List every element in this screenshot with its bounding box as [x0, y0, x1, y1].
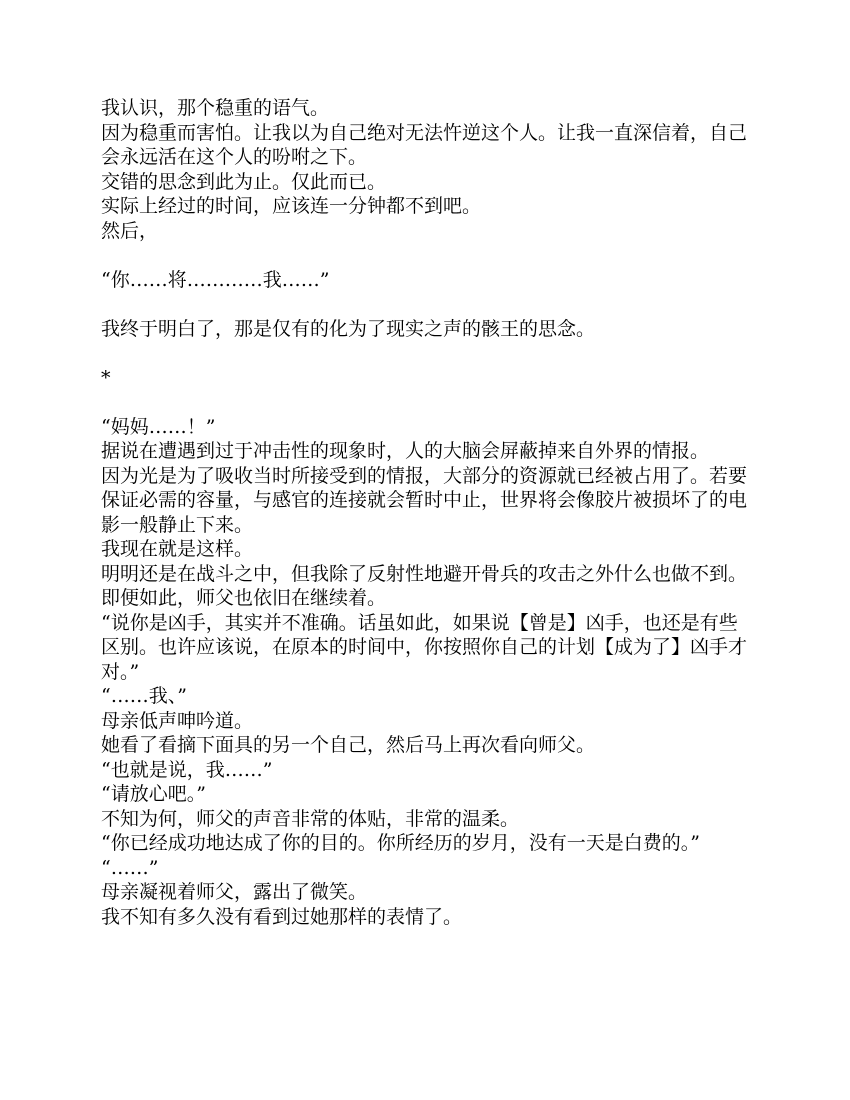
text-paragraph: 不知为何，师父的声音非常的体贴，非常的温柔。 — [101, 807, 520, 830]
blank-line — [101, 390, 751, 415]
section-break: * — [101, 366, 111, 389]
text-paragraph: 因为光是为了吸收当时所接受到的情报，大部分的资源就已经被占用了。若要保证必需的容量，与感官的连接就会暂时中止，世界将会像胶片被损坏了的电影一般静止下来。 — [101, 464, 748, 536]
text-paragraph: 即便如此，师父也依旧在继续着。 — [101, 587, 387, 609]
blank-line — [101, 243, 751, 268]
dialogue-line: “你已经成功地达成了你的目的。你所经历的岁月，没有一天是白费的。” — [101, 832, 700, 854]
text-paragraph: 据说在遭遇到过于冲击性的现象时，人的大脑会屏蔽掉来自外界的情报。 — [101, 440, 710, 462]
text-paragraph: 我现在就是这样。 — [101, 538, 254, 560]
text-paragraph: 实际上经过的时间，应该连一分钟都不到吧。 — [101, 195, 482, 217]
blank-line — [101, 292, 751, 317]
dialogue-line: “也就是说，我……” — [101, 758, 273, 781]
text-paragraph: 我认识，那个稳重的语气。 — [101, 97, 330, 119]
dialogue-line: “请放心吧。” — [101, 783, 206, 805]
text-paragraph: 因为稳重而害怕。让我以为自己绝对无法忤逆这个人。让我一直深信着，自己会永远活在这个人的吩咐之下。 — [101, 121, 748, 168]
text-paragraph: 明明还是在战斗之中，但我除了反射性地避开骨兵的攻击之外什么也做不到。 — [101, 562, 748, 585]
text-paragraph: 母亲凝视着师父，露出了微笑。 — [101, 881, 368, 903]
dialogue-line: “……我、” — [101, 685, 187, 707]
blank-line — [101, 341, 751, 366]
dialogue-line: “你……将…………我……” — [101, 268, 330, 291]
dialogue-line: “说你是凶手，其实并不准确。话虽如此，如果说【曾是】凶手，也还是有些区别。也许应该说，在原本的时间中，你按照你自己的计划【成为了】凶手才对。” — [101, 611, 748, 683]
text-paragraph: 我不知有多久没有看到过她那样的表情了。 — [101, 905, 463, 928]
dialogue-line: “……” — [101, 856, 159, 879]
text-paragraph: 她看了看摘下面具的另一个自己，然后马上再次看向师父。 — [101, 734, 596, 756]
dialogue-line: “妈妈……！” — [101, 415, 216, 438]
text-paragraph: 然后， — [101, 219, 159, 242]
text-paragraph: 交错的思念到此为止。仅此而已。 — [101, 170, 387, 193]
document-page — [101, 96, 751, 929]
text-paragraph: 母亲低声呻吟道。 — [101, 709, 254, 732]
text-paragraph: 我终于明白了，那是仅有的化为了现实之声的骸王的思念。 — [101, 317, 596, 340]
